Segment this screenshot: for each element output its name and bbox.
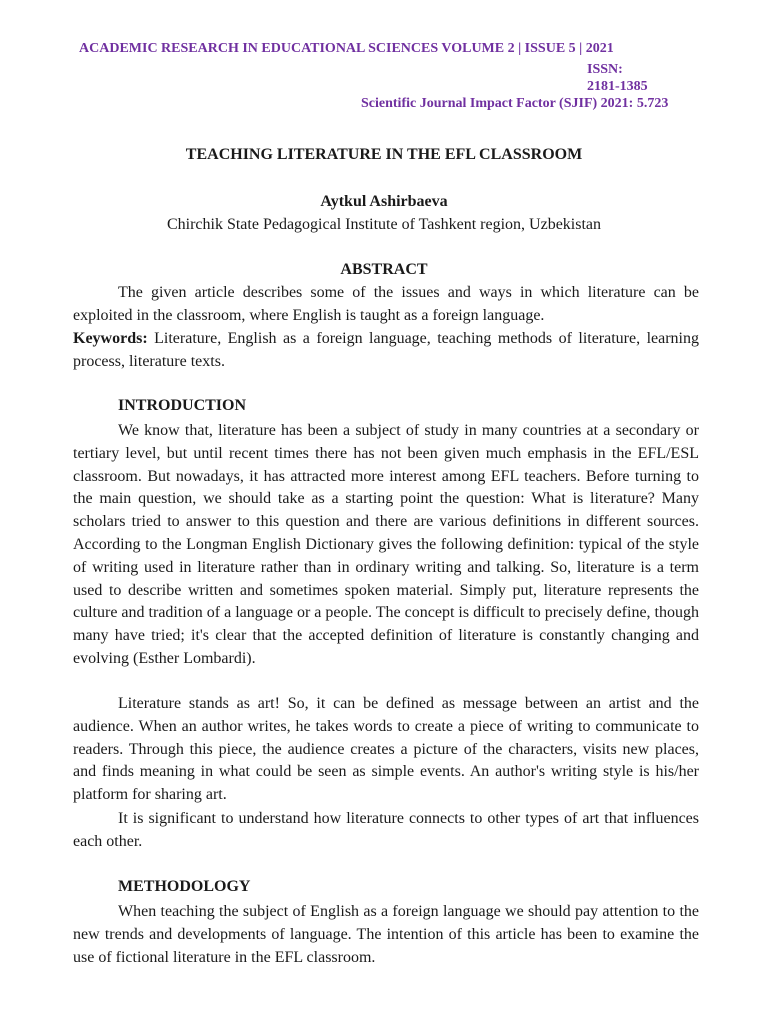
- methodology-paragraph-1: When teaching the subject of English as a foreign language we should pay attention to the new trends and developments of language. The intention of this article has been to examine the use of fictional literature in the EFL classroom.: [73, 903, 699, 966]
- keywords-line: [73, 328, 699, 374]
- introduction-heading: INTRODUCTION: [118, 397, 247, 414]
- impact-factor: Scientific Journal Impact Factor (SJIF) 2021: 5.723: [361, 96, 669, 111]
- issn-number: 2181-1385: [587, 79, 648, 94]
- author-name: Aytkul Ashirbaeva: [320, 193, 448, 210]
- abstract-heading: ABSTRACT: [340, 261, 428, 278]
- abstract-text: The given article describes some of the issues and ways in which literature can be exploited in the classroom, where English is taught as a foreign language.: [73, 284, 699, 324]
- journal-title-header: ACADEMIC RESEARCH IN EDUCATIONAL SCIENCES VOLUME 2 | ISSUE 5 | 2021: [79, 41, 614, 56]
- issn-label: ISSN:: [587, 62, 623, 77]
- methodology-heading: METHODOLOGY: [118, 878, 251, 895]
- keywords-text: Literature, English as a foreign language, teaching methods of literature, learning process, literature texts.: [73, 330, 699, 370]
- author-affiliation: Chirchik State Pedagogical Institute of Tashkent region, Uzbekistan: [166, 216, 602, 233]
- keywords-label: Keywords:: [73, 330, 148, 347]
- article-title: TEACHING LITERATURE IN THE EFL CLASSROOM: [185, 146, 583, 163]
- introduction-paragraph-3: It is significant to understand how literature connects to other types of art that influences each other.: [73, 810, 699, 850]
- introduction-paragraph-1: We know that, literature has been a subject of study in many countries at a secondary or tertiary level, but until recent times there has not been given much emphasis in the EFL/ESL classroom. But nowadays, it has attracted more interest among EFL teachers. Before turning to the main question, we should take as a starting point the question: What is literature? Many scholars tried to answer to this question and there are various definitions in different sources. According to the Longman English Dictionary gives the following definition: typical of the style of writing used in literature rather than in ordinary writing and talking. So, literature is a term used to describe written and sometimes spoken material. Simply put, literature represents the culture and tradition of a language or a people. The concept is difficult to precisely define, though many have tried; it's clear that the accepted definition of literature is constantly changing and evolving (Esther Lombardi).: [73, 422, 699, 667]
- introduction-paragraph-2: Literature stands as art! So, it can be defined as message between an artist and the audience. When an author writes, he takes words to create a piece of writing to communicate to readers. Through this piece, the audience creates a picture of the characters, visits new places, and finds meaning in what could be seen as simple events. An author's writing style is his/her platform for sharing art.: [73, 695, 699, 804]
